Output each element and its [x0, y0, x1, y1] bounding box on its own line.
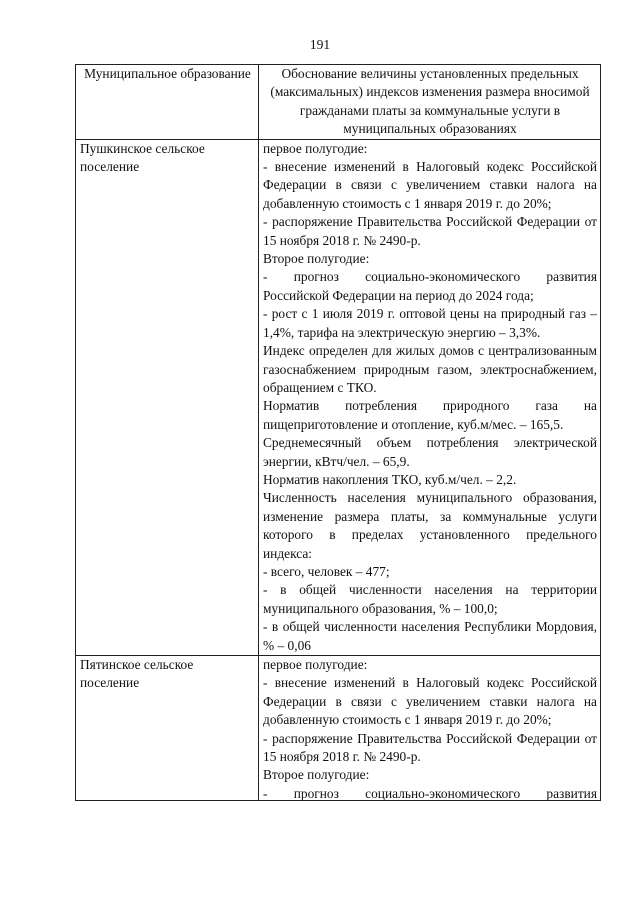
- paragraph: - прогноз социально-экономического развития Российской Федерации на период до 2024 года;: [263, 269, 597, 303]
- page-number: 191: [309, 37, 331, 52]
- justification-cell: [259, 656, 601, 801]
- paragraph: Второе полугодие:: [263, 251, 370, 267]
- paragraph: Норматив потребления природного газа на пищеприготовление и отопление, куб.м/мес. – 165,5.: [263, 398, 597, 432]
- table-header-row: [76, 65, 601, 140]
- paragraph: Среднемесячный объем потребления электрической энергии, кВтч/чел. – 65,9.: [263, 435, 597, 469]
- paragraph: Индекс определен для жилых домов с централизованным газоснабжением природным газом, электроснабжением, обращением с ТКО.: [263, 343, 597, 395]
- header-municipality: Муниципальное образование: [76, 65, 259, 140]
- paragraph: - внесение изменений в Налоговый кодекс Российской Федерации в связи с увеличением ставки налога на добавленную стоимость с 1 января 2019 г. до 20%;: [263, 675, 597, 728]
- municipality-name: Пятинское сельское поселение: [76, 656, 259, 801]
- justification-cell: [259, 139, 601, 655]
- paragraph: - внесение изменений в Налоговый кодекс Российской Федерации в связи с увеличением ставки налога на добавленную стоимость с 1 января 2019 г. до 20%;: [263, 159, 597, 211]
- paragraph: Второе полугодие:: [263, 767, 370, 783]
- table-row: [76, 656, 601, 801]
- paragraph: - в общей численности населения на территории муниципального образования, % – 100,0;: [263, 582, 597, 616]
- paragraph: - в общей численности населения Республики Мордовия, % – 0,06: [263, 619, 597, 653]
- paragraph: - прогноз социально-экономического развития: [263, 785, 597, 800]
- paragraph: первое полугодие:: [263, 657, 368, 672]
- paragraph: - рост с 1 июля 2019 г. оптовой цены на природный газ – 1,4%, тарифа на электрическую энергию – 3,3%.: [263, 306, 597, 340]
- paragraph: Норматив накопления ТКО, куб.м/чел. – 2,2.: [263, 471, 517, 487]
- paragraph: первое полугодие:: [263, 140, 368, 156]
- paragraph: - всего, человек – 477;: [263, 563, 390, 579]
- header-justification: Обоснование величины установленных предельных (максимальных) индексов изменения размера вносимой гражданами платы за коммунальные услуги в муниципальных образованиях: [259, 65, 601, 140]
- paragraph: Численность населения муниципального образования, изменение размера платы, за коммунальные услуги которого в пределах установленного предельного индекса:: [263, 490, 597, 561]
- paragraph: - распоряжение Правительства Российской Федерации от 15 ноября 2018 г. № 2490-р.: [263, 214, 597, 248]
- municipality-name: Пушкинское сельское поселение: [76, 139, 259, 655]
- indices-table: [75, 64, 601, 801]
- table-row: [76, 139, 601, 655]
- paragraph: - распоряжение Правительства Российской Федерации от 15 ноября 2018 г. № 2490-р.: [263, 730, 597, 765]
